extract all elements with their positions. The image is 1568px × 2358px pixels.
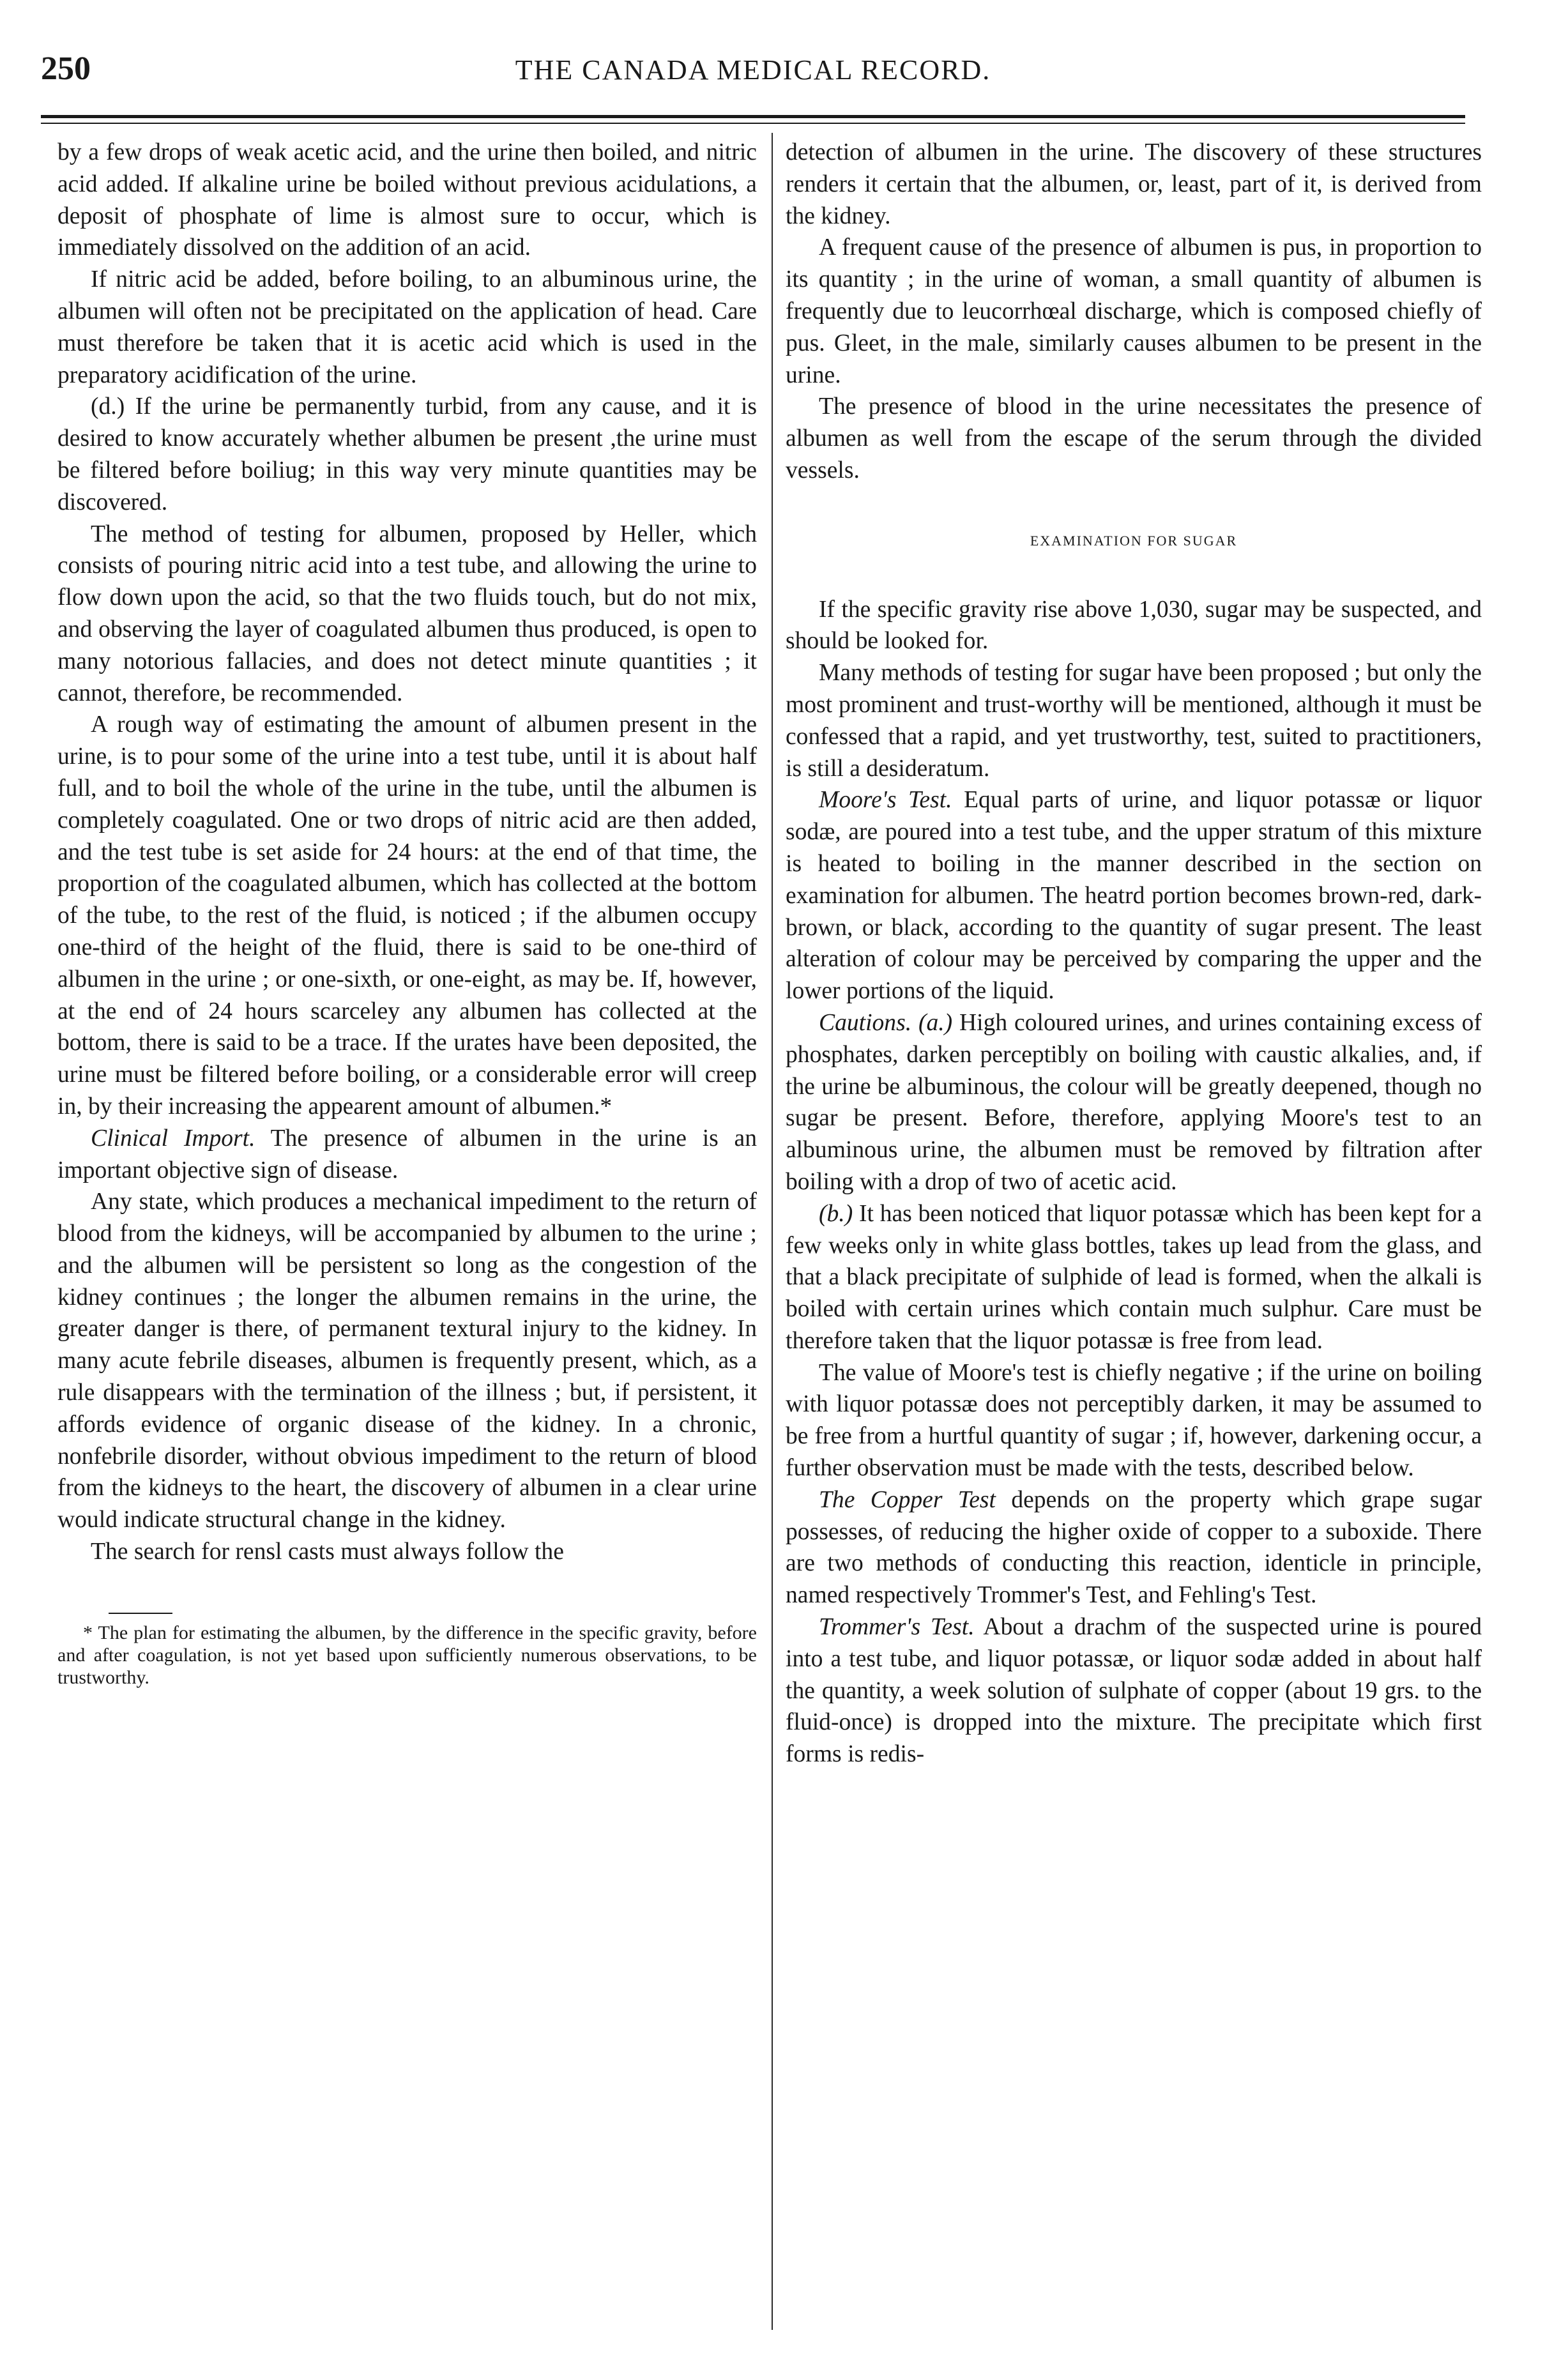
paragraph xyxy=(786,1484,1482,1611)
paragraph-lead: (b.) xyxy=(819,1200,853,1227)
paragraph: If the specific gravity rise above 1,030, sugar may be suspected, and should be looked for. xyxy=(786,596,1482,655)
footnote-text: * The plan for estimating the albumen, by the difference in the specific gravity, before and after coagulation, is not yet based upon sufficiently numerous observations, to be trustworthy. xyxy=(57,1622,757,1688)
paragraph: A rough way of estimating the amount of albumen present in the urine, is to pour some of the urine into a test tube, until it is about half full, and to boil the whole of the urine in the tube, until the albumen is completely coagulated. One or two drops of nitric acid are then added, and the test tube is set aside for 24 hours: at the end of that time, the proportion of the coagulated albumen, which has collected at the bottom of the tube, to the rest of the fluid, is noticed ; if the albumen occupy one-third of the height of the fluid, there is said to be one-third of albumen in the urine ; or one-sixth, or one-eight, as may be. If, however, at the end of 24 hours scarceley any albumen has collected at the bottom, there is said to be a trace. If the urates have been deposited, the urine must be filtered before boiling, or a considerable error will creep in, by their increasing the appearent amount of albumen.* xyxy=(57,711,757,1120)
column-divider xyxy=(772,133,773,2330)
paragraph: The search for rensl casts must always follow the xyxy=(91,1539,564,1565)
footnote-rule xyxy=(109,1613,172,1614)
paragraph-lead: Moore's Test. xyxy=(819,787,952,814)
paragraph-lead: Cautions. (a.) xyxy=(819,1009,953,1036)
paragraph-lead: Clinical Import. xyxy=(91,1125,255,1152)
paragraph: by a few drops of weak acetic acid, and the urine then boiled, and nitric acid added. If alkaline urine be boiled without previous acidulations, a deposit of phosphate of lime is almost sure to occur, which is immediately dissolved on the addition of an acid. xyxy=(57,139,757,261)
page-header xyxy=(41,50,1465,101)
header-rule-thin xyxy=(41,123,1465,124)
paragraph-text: Equal parts of urine, and liquor potassæ or liquor sodæ, are poured into a test tube, and the upper stratum of this mixture is heated to boiling in the manner described in the section on examination for albumen. The heatrd portion becomes brown-red, dark-brown, or black, according to the quantity of sugar present. The least alteration of colour may be perceived by comparing the upper and the lower portions of the liquid. xyxy=(786,787,1482,1005)
paragraph: (d.) If the urine be permanently turbid, from any cause, and it is desired to know accurately whether albumen be present ,the urine must be filtered before boiliug; in this way very minute quantities may be discovered. xyxy=(57,393,757,515)
journal-title: THE CANADA MEDICAL RECORD. xyxy=(515,54,991,86)
paragraph-text: About a drachm of the suspected urine is poured into a test tube, and liquor potassæ, or liquor sodæ added in about half the quantity, a week solution of sulphate of copper (about 19 grs. to the fluid-once) is dropped into the mixture. The precipitate which first forms is redis- xyxy=(786,1614,1482,1768)
paragraph xyxy=(786,1007,1482,1198)
paragraph xyxy=(786,784,1482,1007)
left-column xyxy=(57,137,757,1689)
paragraph-text: depends on the property which grape sugar possesses, of reducing the higher oxide of copper to a suboxide. There are two methods of conducting this reaction, identicle in principle, named respectively Trommer's Test, and Fehling's Test. xyxy=(786,1486,1482,1609)
paragraph: Many methods of testing for sugar have been proposed ; but only the most prominent and trust-worthy will be mentioned, although it must be confessed that a rapid, and yet trustworthy, test, suited to practitioners, is still a desideratum. xyxy=(786,660,1482,782)
paragraph: detection of albumen in the urine. The discovery of these structures renders it certain that the albumen, or, least, part of it, is derived from the kidney. xyxy=(786,139,1482,229)
paragraph: The value of Moore's test is chiefly negative ; if the urine on boiling with liquor potassæ does not perceptibly darken, it may be assumed to be free from a hurtful quantity of sugar ; if, however, darkening occur, a further observation must be made with the tests, described below. xyxy=(786,1359,1482,1482)
paragraph xyxy=(57,1123,757,1187)
paragraph-text: The presence of albumen in the urine is an important objective sign of disease. xyxy=(57,1125,757,1183)
section-heading: EXAMINATION FOR SUGAR xyxy=(1030,532,1238,549)
paragraph-text: High coloured urines, and urines containing excess of phosphates, darken perceptibly on boiling with caustic alkalies, and, if the urine be albuminous, the colour will be greatly deepened, though no sugar be present. Before, therefore, applying Moore's test to an albuminous urine, the albumen must be removed by filtration after boiling with a drop of two of acetic acid. xyxy=(786,1009,1482,1195)
footnote xyxy=(57,1622,757,1689)
paragraph: The method of testing for albumen, proposed by Heller, which consists of pouring nitric acid into a test tube, and allowing the urine to flow down upon the acid, so that the two fluids touch, but do not mix, and observing the layer of coagulated albumen thus produced, is open to many notorious fallacies, and does not detect minute quantities ; it cannot, therefore, be recommended. xyxy=(57,521,757,706)
header-rule-thick xyxy=(41,115,1465,118)
paragraph: A frequent cause of the presence of albumen is pus, in proportion to its quantity ; in the urine of woman, a small quantity of albumen is frequently due to leucorrhœal discharge, which is composed chiefly of pus. Gleet, in the male, similarly causes albumen to be present in the urine. xyxy=(786,234,1482,388)
page-number: 250 xyxy=(41,50,91,87)
paragraph xyxy=(786,1611,1482,1770)
paragraph: If nitric acid be added, before boiling, to an albuminous urine, the albumen will often not be precipitated on the application of head. Care must therefore be taken that it is acetic acid which is used in the preparatory acidification of the urine. xyxy=(57,266,757,388)
paragraph-text: It has been noticed that liquor potassæ which has been kept for a few weeks only in white glass bottles, takes up lead from the glass, and that a black precipitate of sulphide of lead is formed, when the alkali is boiled with certain urines which contain much sulphur. Care must be therefore taken that the liquor potassæ is free from lead. xyxy=(786,1200,1482,1354)
paragraph xyxy=(786,1198,1482,1357)
paragraph-lead: The Copper Test xyxy=(819,1486,996,1513)
paragraph: Any state, which produces a mechanical impediment to the return of blood from the kidneys, will be accompanied by albumen to the urine ; and the albumen will be persistent so long as the congestion of the kidney continues ; the longer the albumen remains in the urine, the greater danger is there, of permanent textural injury to the kidney. In many acute febrile diseases, albumen is frequently present, which, as a rule disappears with the termination of the illness ; but, if persistent, it affords evidence of organic disease of the kidney. In a chronic, nonfebrile disorder, without obvious impediment to the return of blood from the kidneys to the heart, the discovery of albumen in a clear urine would indicate structural change in the kidney. xyxy=(57,1189,757,1533)
paragraph-lead: Trommer's Test. xyxy=(819,1614,975,1641)
right-column xyxy=(786,137,1482,1770)
paragraph: The presence of blood in the urine necessitates the presence of albumen as well from the escape of the serum through the divided vessels. xyxy=(786,393,1482,483)
